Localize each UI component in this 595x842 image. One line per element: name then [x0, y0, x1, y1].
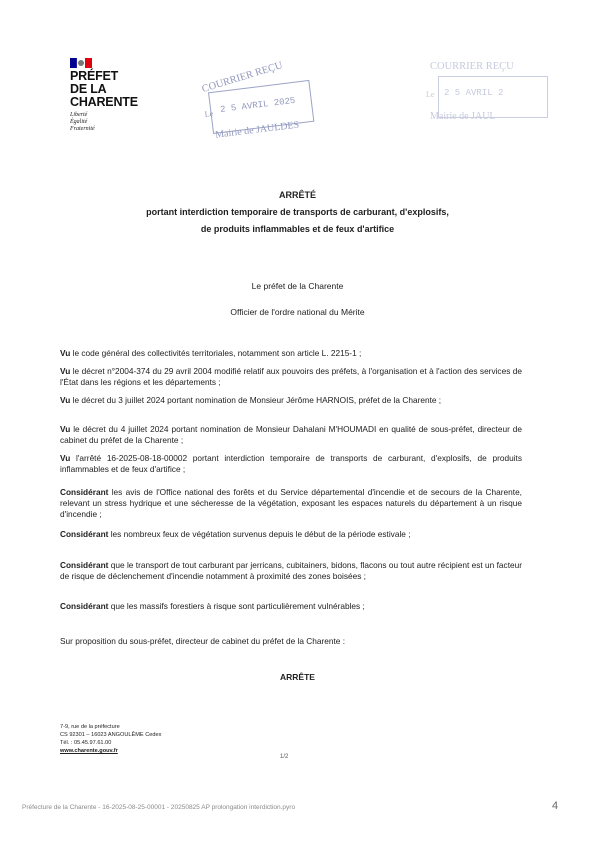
page-number: 1/2 — [280, 754, 289, 760]
prefecture-address — [60, 723, 161, 755]
consideration-5: Vu l'arrêté 16-2025-08-18-00002 portant interdiction temporaire de transports de carburant, d'explosifs, de produits inflammables et de feux d'artifice ; — [60, 453, 522, 474]
address-cs: CS 92301 – 16023 ANGOULÊME Cedex — [60, 732, 162, 738]
consideration-7: Considérant les nombreux feux de végétation survenus depuis le début de la période estivale ; — [60, 529, 411, 539]
stamp-date: 2 5 AVRIL 2025 — [219, 95, 296, 115]
proposal-line: Sur proposition du sous-préfet, directeur de cabinet du préfet de la Charente : — [60, 636, 346, 646]
motto-fraternite: Fraternité — [70, 126, 95, 132]
address-phone: Tél. : 05.45.97.61.00 — [60, 740, 112, 746]
address-street: 7-9, rue de la préfecture — [60, 724, 120, 730]
document-subtitle-line2: de produits inflammables et de feux d'artifice — [200, 224, 395, 234]
logo-line-2: DE LA — [70, 82, 107, 96]
stamp-le: Le — [426, 90, 435, 99]
logo-line-3: CHARENTE — [70, 95, 138, 109]
consideration-9: Considérant que les massifs forestiers à risque sont particulièrement vulnérables ; — [60, 601, 365, 611]
republic-motto — [70, 112, 160, 133]
motto-liberte: Liberté — [70, 112, 88, 118]
sheet-number: 4 — [552, 800, 559, 812]
consideration-8: Considérant que le transport de tout carburant par jerricans, cubitainers, bidons, flacons ou tout autre récipient est un facteur de risque de déclenchement d'incendie notamment à proximité des zones boisées ; — [60, 560, 522, 581]
stamp-title: COURRIER REÇU — [200, 60, 284, 96]
decree-heading: ARRÊTE — [280, 672, 315, 682]
received-stamp-faded — [420, 58, 560, 133]
stamp-le: Le — [204, 108, 214, 119]
consideration-1: Vu le code général des collectivités territoriales, notamment son article L. 2215-1 ; — [60, 348, 362, 358]
consideration-6: Considérant les avis de l'Office national des forêts et du Service départemental d'incendie et de secours de la Charente, relevant un stress hydrique et une sécheresse de la végétation, exposant les espaces naturels du département à un risque d'incendie ; — [60, 487, 522, 519]
prefecture-logo — [70, 58, 160, 133]
stamp-title: COURRIER REÇU — [430, 61, 514, 72]
document-path: Préfecture de la Charente - 16-2025-08-25-00001 - 20250825 AP prolongation interdiction.pyro — [22, 804, 296, 811]
received-stamp — [192, 60, 330, 150]
website-link[interactable]: www.charente.gouv.fr — [60, 748, 118, 754]
authority-title: Officier de l'ordre national du Mérite — [230, 307, 365, 317]
marianne-flag-icon — [70, 58, 92, 68]
authority-prefet: Le préfet de la Charente — [251, 281, 344, 291]
logo-line-1: PRÉFET — [70, 69, 119, 83]
stamp-mairie: Mairie de JAUL — [430, 111, 496, 122]
consideration-4: Vu le décret du 4 juillet 2024 portant nomination de Monsieur Dahalani M'HOUMADI en qualité de sous-préfet, directeur de cabinet du préfet de la Charente ; — [60, 424, 522, 445]
motto-egalite: Égalité — [70, 119, 88, 125]
stamp-date: 2 5 AVRIL 2 — [444, 88, 504, 98]
document-subtitle-line1: portant interdiction temporaire de transports de carburant, d'explosifs, — [146, 207, 449, 217]
stamp-mairie: Mairie de JAULDES — [214, 119, 300, 141]
consideration-2: Vu le décret n°2004-374 du 29 avril 2004 modifié relatif aux pouvoirs des préfets, à l'organisation et à l'action des services de l'État dans les régions et les départements ; — [60, 366, 522, 387]
document-heading: ARRÊTÉ — [278, 190, 316, 200]
consideration-3: Vu le décret du 3 juillet 2024 portant nomination de Monsieur Jérôme HARNOIS, préfet de la Charente ; — [60, 395, 442, 405]
